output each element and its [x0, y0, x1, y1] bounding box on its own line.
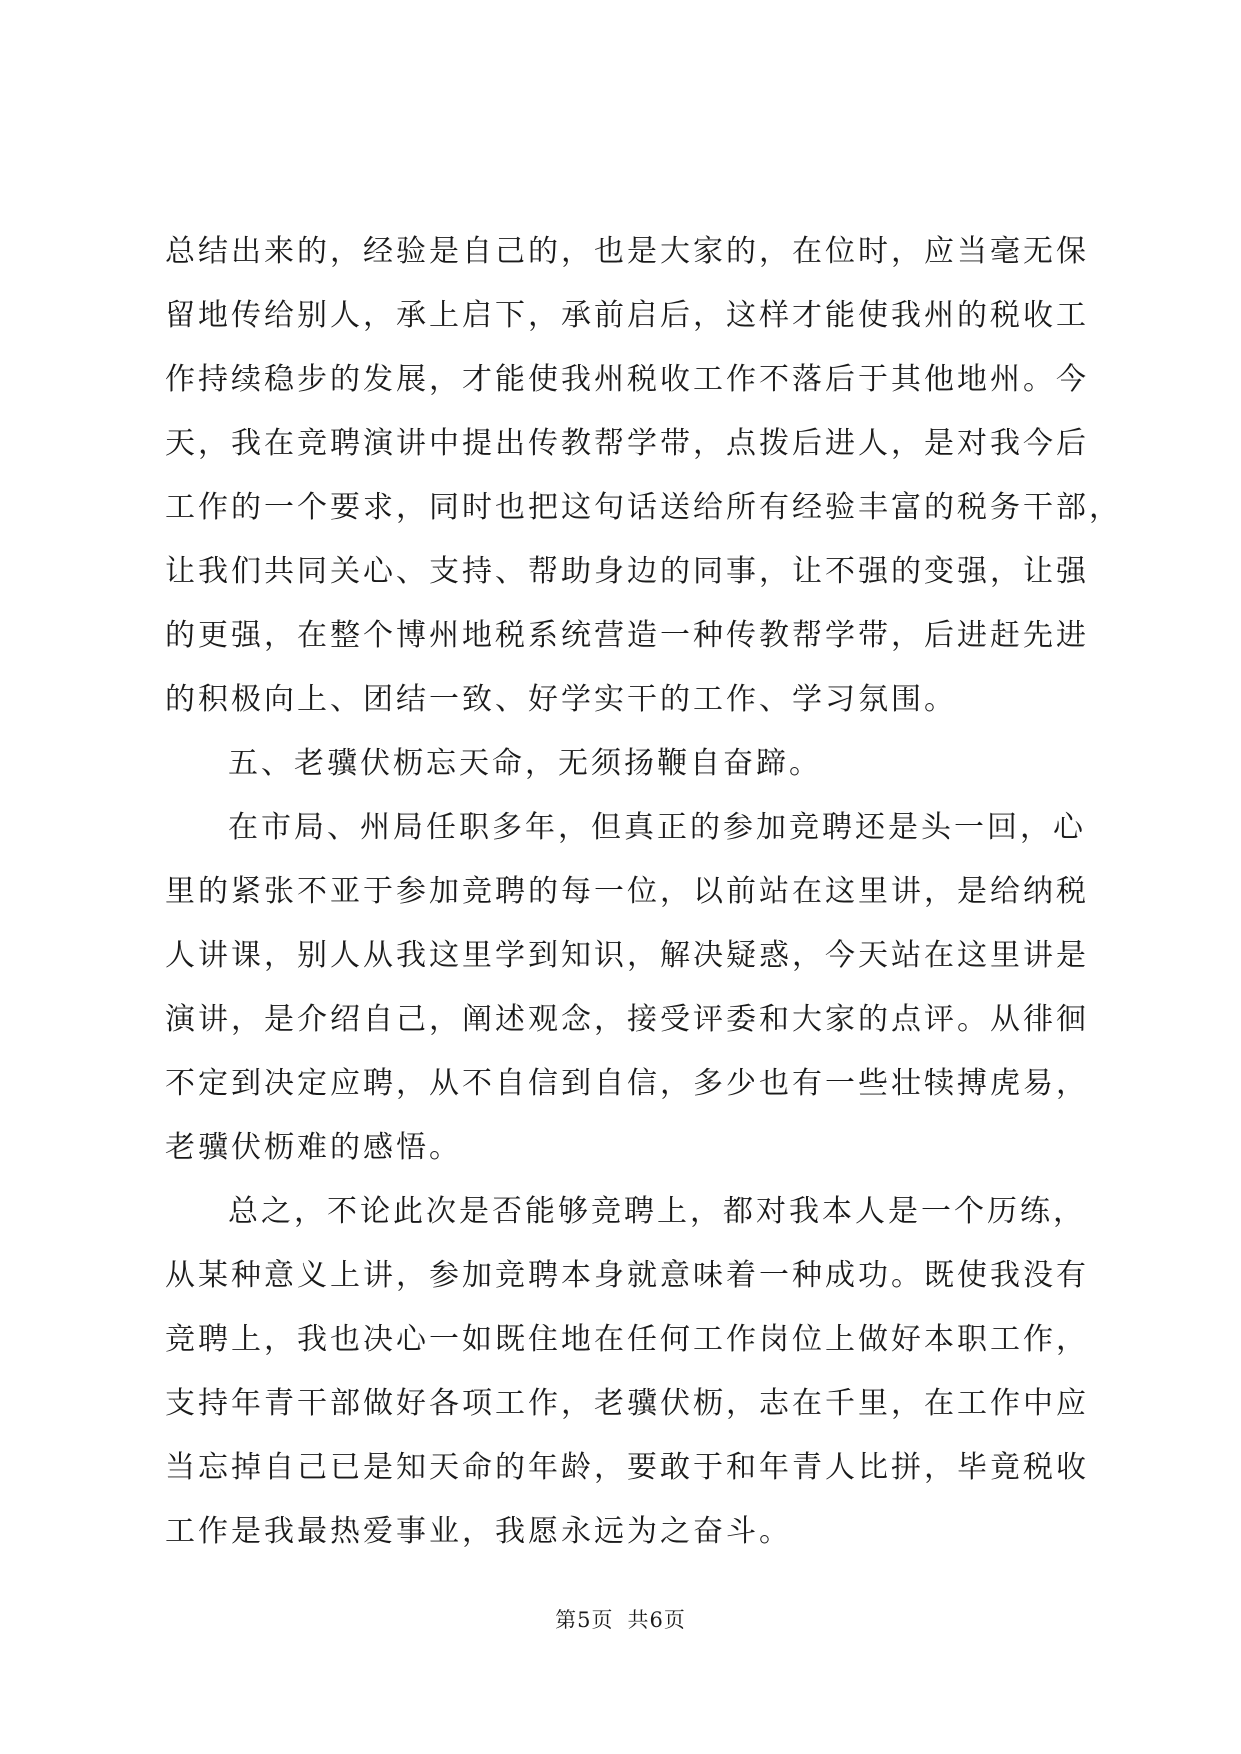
- page-number: 第5页: [555, 1608, 614, 1632]
- section-heading: 五、老骥伏枥忘天命，无须扬鞭自奋蹄。: [228, 746, 822, 781]
- text-line: 老骥伏枥难的感悟。: [165, 1130, 462, 1165]
- text-line: 作持续稳步的发展，才能使我州税收工作不落后于其他地州。今: [165, 362, 1089, 397]
- text-line: 里的紧张不亚于参加竞聘的每一位，以前站在这里讲，是给纳税: [165, 874, 1089, 909]
- page-footer: [0, 1604, 1241, 1634]
- text-line: 竞聘上，我也决心一如既住地在任何工作岗位上做好本职工作，: [165, 1322, 1089, 1357]
- text-line: 当忘掉自己已是知天命的年龄，要敢于和年青人比拼，毕竟税收: [165, 1450, 1089, 1485]
- text-line: 不定到决定应聘，从不自信到自信，多少也有一些壮犊搏虎易，: [165, 1066, 1089, 1101]
- text-line: 天，我在竞聘演讲中提出传教帮学带，点拨后进人，是对我今后: [165, 426, 1089, 461]
- text-line: 留地传给别人，承上启下，承前启后，这样才能使我州的税收工: [165, 298, 1089, 333]
- text-line: 演讲，是介绍自己，阐述观念，接受评委和大家的点评。从徘徊: [165, 1002, 1089, 1037]
- text-line: 工作是我最热爱事业，我愿永远为之奋斗。: [165, 1514, 792, 1549]
- text-line: 在市局、州局任职多年，但真正的参加竞聘还是头一回，心: [228, 810, 1086, 845]
- text-line: 支持年青干部做好各项工作，老骥伏枥，志在千里，在工作中应: [165, 1386, 1089, 1421]
- text-line: 的积极向上、团结一致、好学实干的工作、学习氛围。: [165, 682, 957, 717]
- text-line: 工作的一个要求，同时也把这句话送给所有经验丰富的税务干部，: [165, 490, 1122, 525]
- text-line: 总结出来的，经验是自己的，也是大家的，在位时，应当毫无保: [165, 234, 1089, 269]
- text-line: 总之，不论此次是否能够竞聘上，都对我本人是一个历练，: [228, 1194, 1086, 1229]
- text-line: 让我们共同关心、支持、帮助身边的同事，让不强的变强，让强: [165, 554, 1089, 589]
- text-line: 从某种意义上讲，参加竞聘本身就意味着一种成功。既使我没有: [165, 1258, 1089, 1293]
- page-total: 共6页: [627, 1608, 686, 1632]
- text-line: 人讲课，别人从我这里学到知识，解决疑惑，今天站在这里讲是: [165, 938, 1089, 973]
- text-line: 的更强，在整个博州地税系统营造一种传教帮学带，后进赶先进: [165, 618, 1089, 653]
- document-body: [165, 220, 1122, 1564]
